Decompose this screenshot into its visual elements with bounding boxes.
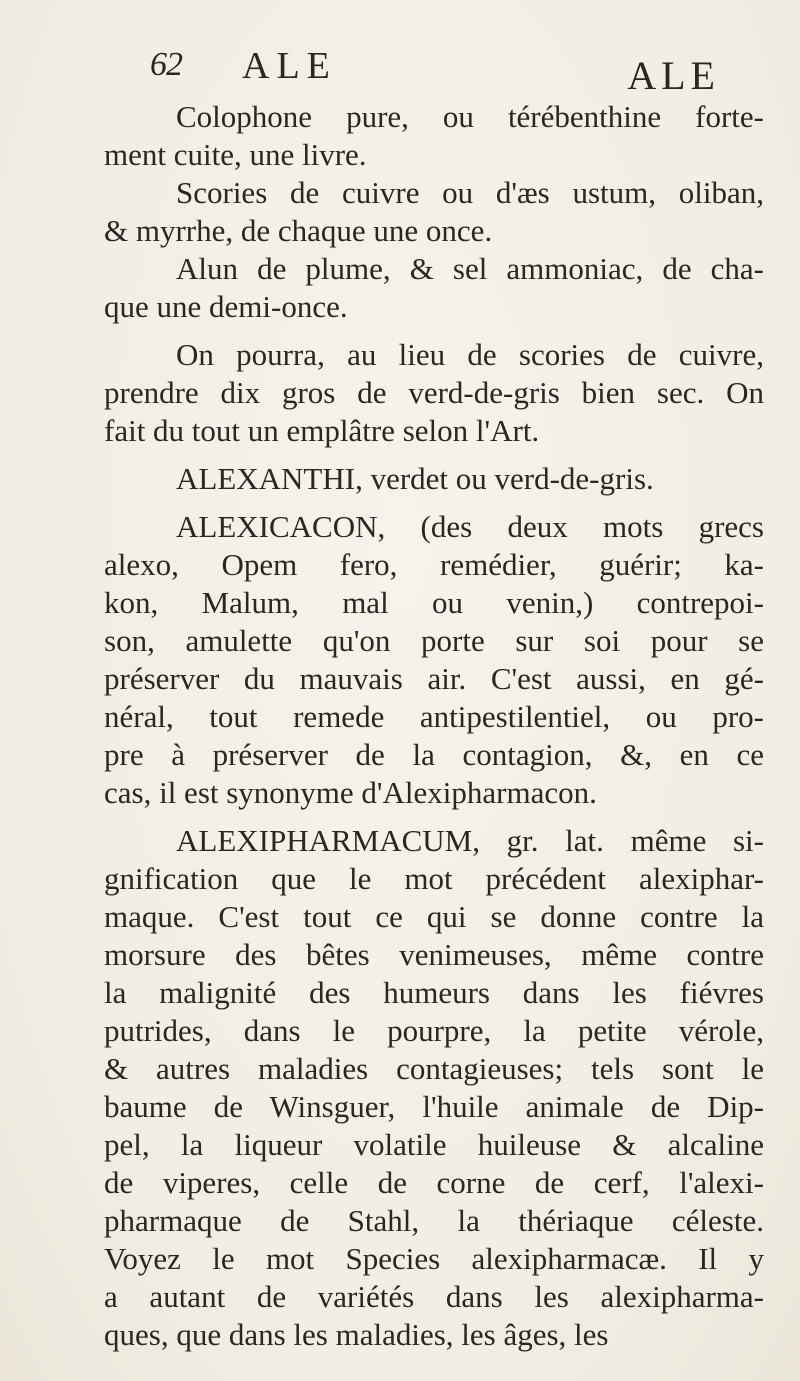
running-header <box>150 38 720 98</box>
text-line: prendre dix gros de verd-de-gris bien sec. On <box>104 375 764 410</box>
text-line: son, amulette qu'on porte sur soi pour se <box>104 623 764 658</box>
text-line: pre à préserver de la contagion, &, en ce <box>104 737 764 772</box>
text-line: cas, il est synonyme d'Alexipharmacon. <box>104 775 597 810</box>
page-number: 62 <box>150 46 182 83</box>
text-line: Alun de plume, & sel ammoniac, de cha- <box>176 251 764 286</box>
page-body <box>104 98 764 1354</box>
text-line: ALEXANTHI, verdet ou verd-de-gris. <box>176 461 654 496</box>
text-line: maque. C'est tout ce qui se donne contre la <box>104 899 764 934</box>
paragraph-on-pourra <box>104 336 764 450</box>
text-line: préserver du mauvais air. C'est aussi, en gé- <box>104 661 764 696</box>
paragraph-gap <box>104 498 764 508</box>
text-line: a autant de variétés dans les alexipharma- <box>104 1279 764 1314</box>
text-line: ment cuite, une livre. <box>104 137 367 172</box>
text-line: la malignité des humeurs dans les fiévres <box>104 975 764 1010</box>
text-line: fait du tout un emplâtre selon l'Art. <box>104 413 540 448</box>
text-line: pel, la liqueur volatile huileuse & alcaline <box>104 1127 764 1162</box>
text-line: & autres maladies contagieuses; tels sont le <box>104 1051 764 1086</box>
text-line: putrides, dans le pourpre, la petite vérole, <box>104 1013 764 1048</box>
paragraph-gap <box>104 326 764 336</box>
header-right-title: ALE <box>627 53 720 98</box>
text-line: ALEXICACON, (des deux mots grecs <box>176 509 764 544</box>
text-line: alexo, Opem fero, remédier, guérir; ka- <box>104 547 764 582</box>
header-left-title: ALE <box>242 45 337 87</box>
text-line: de viperes, celle de corne de cerf, l'alexi- <box>104 1165 764 1200</box>
text-line: que une demi-once. <box>104 289 348 324</box>
paragraph-gap <box>104 812 764 822</box>
paragraph-gap <box>104 450 764 460</box>
text-line: Voyez le mot Species alexipharmacæ. Il y <box>104 1241 764 1276</box>
text-line: gnification que le mot précédent alexiphar- <box>104 861 764 896</box>
text-line: Colophone pure, ou térébenthine forte- <box>176 99 764 134</box>
entry-alexanthi <box>104 460 764 498</box>
text-line: ques, que dans les maladies, les âges, les <box>104 1317 609 1352</box>
text-line: morsure des bêtes venimeuses, même contre <box>104 937 764 972</box>
text-line: néral, tout remede antipestilentiel, ou pro- <box>104 699 764 734</box>
text-line: Scories de cuivre ou d'æs ustum, oliban, <box>176 175 764 210</box>
text-line: On pourra, au lieu de scories de cuivre, <box>176 337 764 372</box>
text-line: baume de Winsguer, l'huile animale de Dip- <box>104 1089 764 1124</box>
text-line: & myrrhe, de chaque une once. <box>104 213 493 248</box>
entry-alexipharmacum <box>104 822 764 1354</box>
text-line: kon, Malum, mal ou venin,) contrepoi- <box>104 585 764 620</box>
paragraph-colophone <box>104 98 764 174</box>
text-line: pharmaque de Stahl, la thériaque céleste. <box>104 1203 764 1238</box>
text-line: ALEXIPHARMACUM, gr. lat. même si- <box>176 823 764 858</box>
entry-alexicacon <box>104 508 764 812</box>
paragraph-alun <box>104 250 764 326</box>
paragraph-scories <box>104 174 764 250</box>
